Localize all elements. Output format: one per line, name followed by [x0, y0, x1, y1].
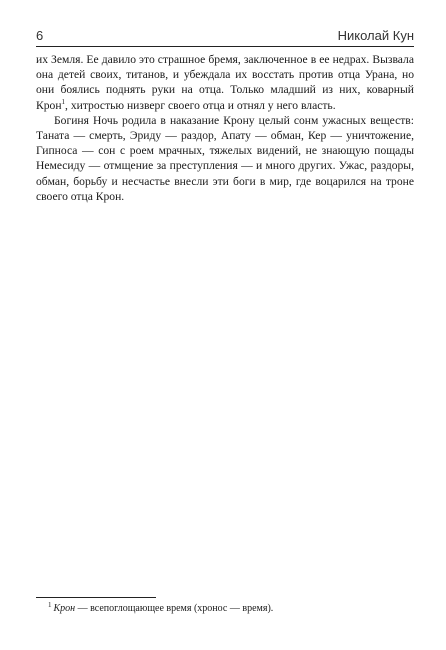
paragraph-1 — [36, 52, 414, 113]
header-rule — [36, 46, 414, 47]
paragraph-1-text-b: , хитростью низверг своего отца и отнял у него власть. — [65, 98, 336, 112]
paragraph-2: Богиня Ночь родила в наказание Крону целый сонм ужасных веществ: Таната — смерть, Эриду — раздор, Апату — обман, Кер — уничтожение, Гипноса — сон с роем мрачных, тяжелых видений, не знающую пощады Немесиду — отмщение за преступления — и много других. Ужас, раздоры, обман, борьбу и несчастье внесли эти боги в мир, где воцарился на троне своего отца Крон. — [36, 113, 414, 203]
footnote-term: Крон — [53, 603, 76, 614]
page-header — [36, 26, 414, 48]
footnote-text: — всепоглощающее время (хронос — время). — [75, 603, 274, 614]
footnote-reference[interactable]: 1 — [61, 97, 66, 106]
running-head-author: Николай Кун — [337, 28, 414, 43]
footnote-rule — [36, 597, 156, 598]
footnote-mark: 1 — [48, 600, 52, 609]
footnote — [48, 602, 408, 615]
paragraph-1-text-a: их Земля. Ее давило это страшное бремя, заключенное в ее недрах. Вызвала она детей своих, титанов, и убеждала их восстать против отца Урана, но они боялись поднять руки на отца. Только младший из них, коварный Крон — [36, 53, 414, 112]
page-number: 6 — [36, 28, 44, 43]
body-text — [36, 52, 414, 204]
